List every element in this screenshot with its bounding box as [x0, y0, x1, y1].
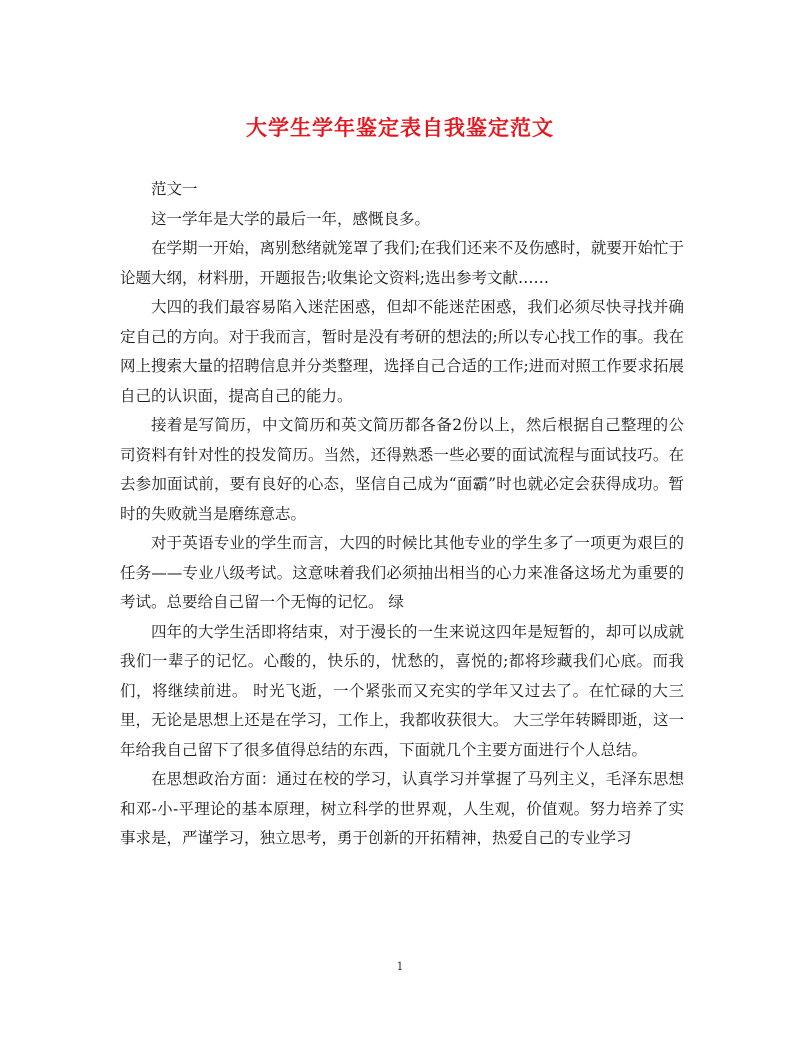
paragraph: 大四的我们最容易陷入迷茫困惑，但却不能迷茫困惑，我们必须尽快寻找并确定自己的方向。对于我而言，暂时是没有考研的想法的;所以专心找工作的事。我在网上搜索大量的招聘信息并分类整理，选择自己合适的工作;进而对照工作要求拓展自己的认识面，提高自己的能力。 — [120, 298, 684, 405]
paragraph: 在学期一开始，离别愁绪就笼罩了我们;在我们还来不及伤感时，就要开始忙于论题大纲，材料册，开题报告;收集论文资料;选出参考文献…… — [120, 239, 684, 287]
paragraph: 这一学年是大学的最后一年，感慨良多。 — [151, 209, 431, 228]
paragraph: 对于英语专业的学生而言，大四的时候比其他专业的学生多了一项更为艰巨的任务——专业八级考试。这意味着我们必须抽出相当的心力来准备这场尤为重要的考试。总要给自己留一个无悔的记忆。 绿 — [120, 534, 684, 611]
document-title: 大学生学年鉴定表自我鉴定范文 — [246, 115, 554, 140]
page-number: 1 — [396, 960, 404, 973]
paragraph: 在思想政治方面：通过在校的学习，认真学习并掌握了马列主义，毛泽东思想和邓-小-平理论的基本原理，树立科学的世界观，人生观，价值观。努力培养了实事求是，严谨学习，独立思考，勇于创新的开拓精神，热爱自己的专业学习 — [120, 770, 684, 847]
document-body — [120, 175, 684, 854]
paragraph: 接着是写简历，中文简历和英文简历都各备2份以上，然后根据自己整理的公司资料有针对性的投发简历。当然，还得熟悉一些必要的面试流程与面试技巧。在去参加面试前，要有良好的心态，坚信自己成为“面霸”时也就必定会获得成功。暂时的失败就当是磨练意志。 — [120, 416, 684, 523]
paragraph: 四年的大学生活即将结束，对于漫长的一生来说这四年是短暂的，却可以成就我们一辈子的记忆。心酸的，快乐的，忧愁的，喜悦的;都将珍藏我们心底。而我们，将继续前进。 时光飞逝，一个紧张而又充实的学年又过去了。在忙碌的大三里，无论是思想上还是在学习，工作上，我都收获很大。 大三学年转瞬即逝，这一年给我自己留下了很多值得总结的东西，下面就几个主要方面进行个人总结。 — [120, 622, 684, 759]
paragraph-heading: 范文一 — [151, 180, 198, 198]
